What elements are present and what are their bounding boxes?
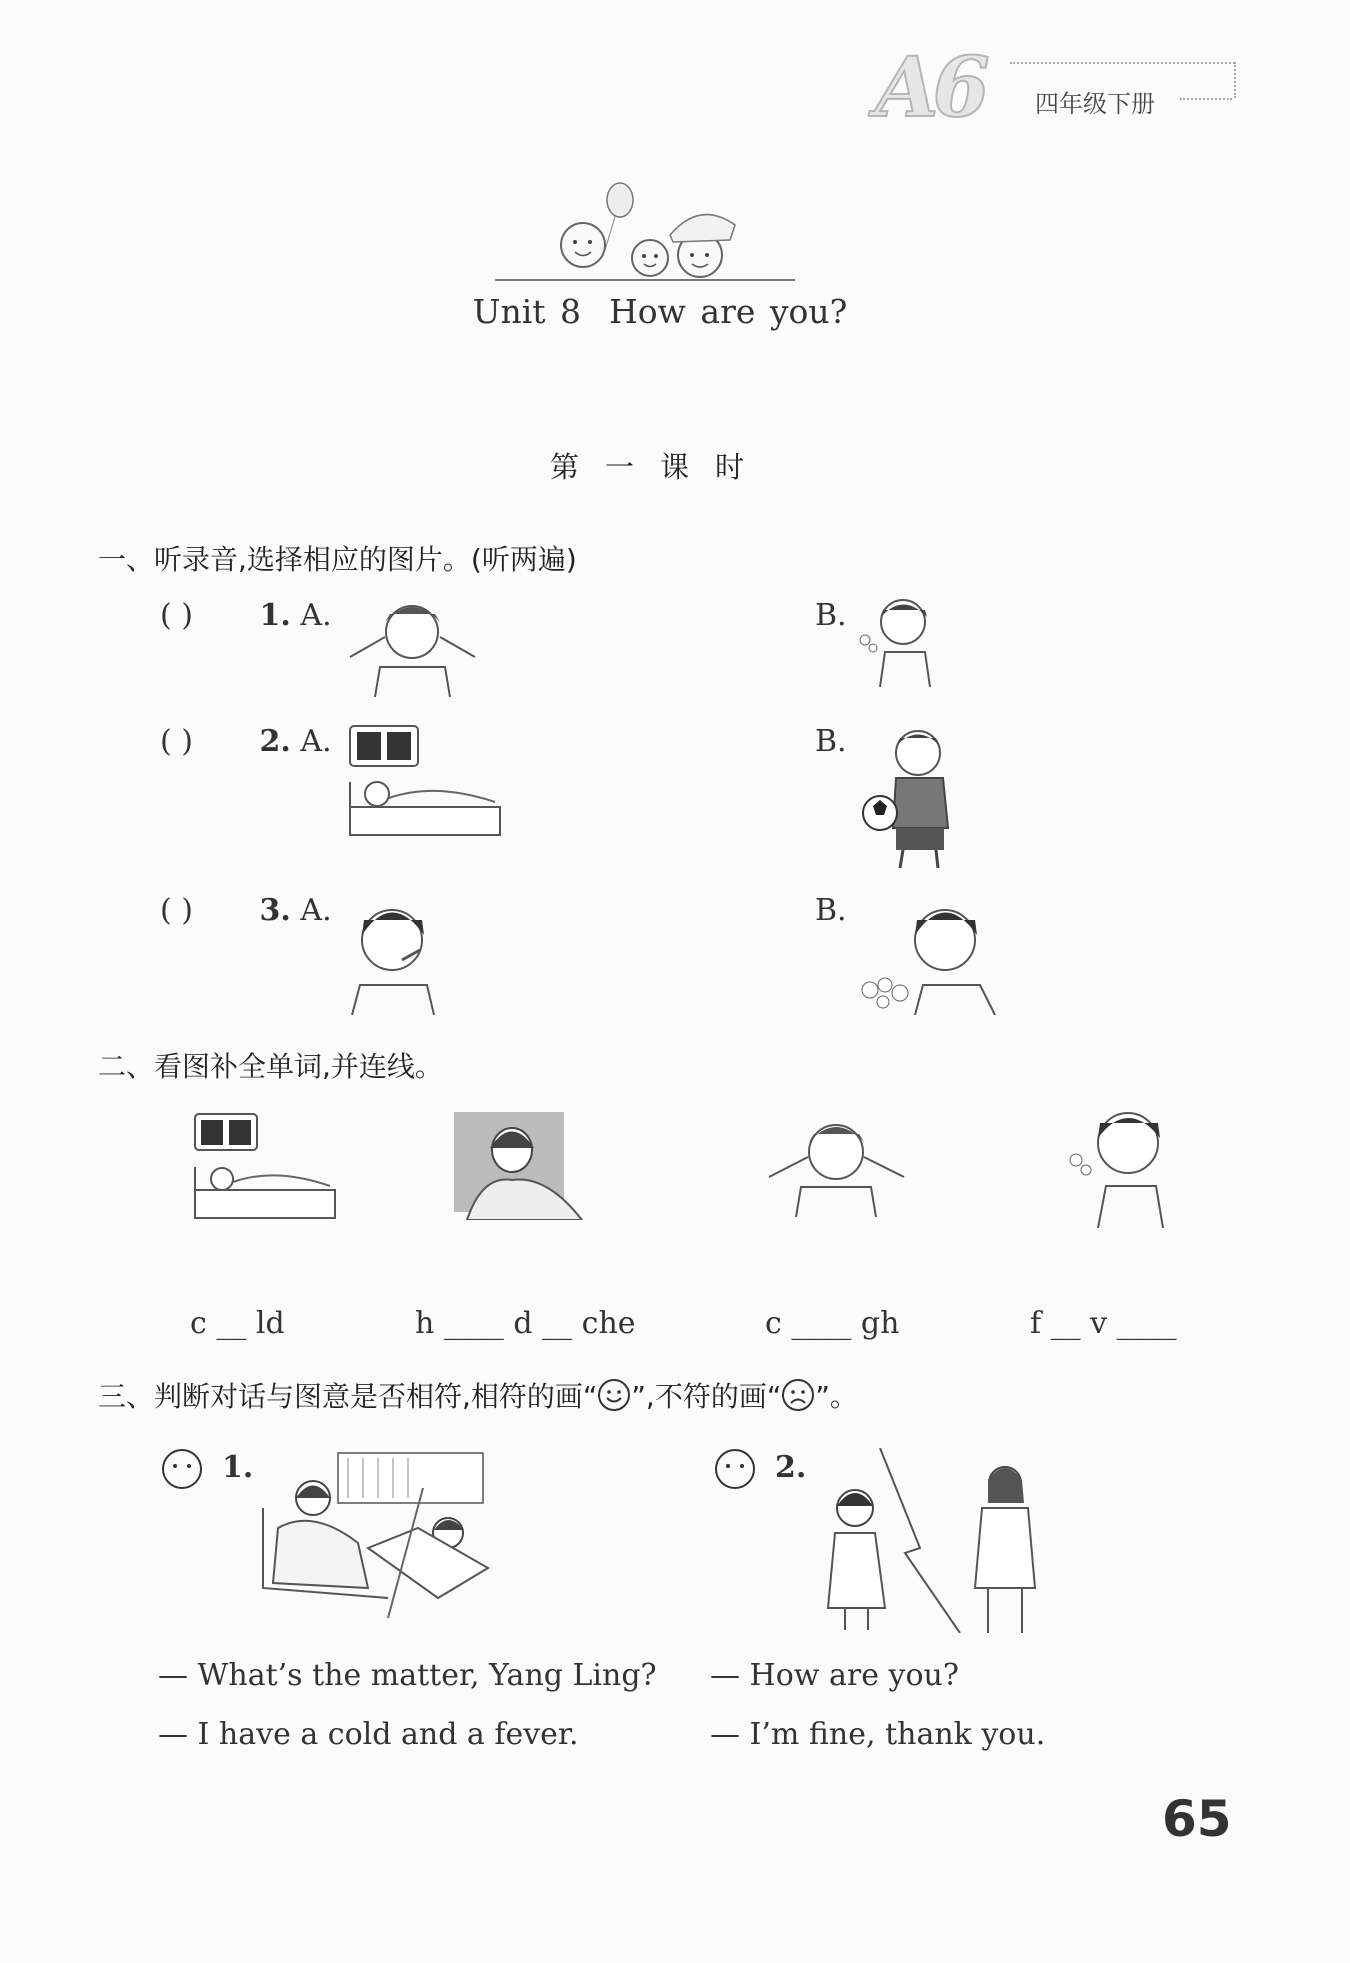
unit-title: [0, 292, 1320, 331]
question-number: 3.: [259, 893, 291, 928]
answer-blank[interactable]: ( ): [160, 598, 193, 633]
book-logo: A6: [875, 40, 984, 136]
sleeping-in-bed-image[interactable]: [345, 722, 505, 842]
page-number: 65: [1162, 1790, 1232, 1848]
lesson-title: 第一课时: [549, 450, 770, 484]
option-b-label: B.: [815, 724, 847, 759]
dialogue-line: — I have a cold and a fever.: [158, 1717, 579, 1752]
option-b-label: B.: [815, 893, 847, 928]
cold-in-bed-image[interactable]: [190, 1112, 340, 1222]
question-1: [160, 598, 332, 633]
word-blank-cold[interactable]: c __ ld: [190, 1306, 285, 1341]
headache-boy-image[interactable]: [345, 592, 480, 697]
question-number: 2.: [259, 724, 291, 759]
section2-heading: 二、看图补全单词,并连线。: [98, 1050, 443, 1083]
sad-face-icon: [781, 1378, 815, 1412]
coughing-boy-image[interactable]: [1068, 1098, 1168, 1228]
headache-boy-image[interactable]: [764, 1112, 909, 1217]
option-a-label: A.: [300, 598, 332, 633]
answer-blank[interactable]: ( ): [160, 724, 193, 759]
option-a-label: A.: [300, 724, 332, 759]
section1-heading: 一、听录音,选择相应的图片。(听两遍): [98, 543, 577, 576]
section3-heading: [98, 1375, 858, 1415]
header-divider: [1010, 62, 1235, 64]
item-number: 2.: [775, 1450, 807, 1485]
header-divider: [1234, 62, 1236, 98]
word-blank-cough[interactable]: c ____ gh: [765, 1306, 900, 1341]
question-2: [160, 724, 332, 759]
question-3: [160, 893, 332, 928]
unit-number: Unit 8: [472, 292, 582, 331]
unit-name: How are you?: [609, 292, 848, 331]
kids-illustration: [495, 180, 795, 290]
word-blank-headache[interactable]: h ____ d __ che: [415, 1306, 636, 1341]
sneezing-boy-image[interactable]: [855, 890, 1000, 1015]
header-divider: [1180, 98, 1232, 100]
section3-heading-part1: 三、判断对话与图意是否相符,相符的画“: [98, 1380, 598, 1413]
option-b-label: B.: [815, 598, 847, 633]
answer-face-icon[interactable]: [713, 1447, 757, 1491]
answer-blank[interactable]: ( ): [160, 893, 193, 928]
question-number: 1.: [259, 598, 291, 633]
toothache-boy-image[interactable]: [342, 890, 442, 1015]
grade-label: 四年级下册: [1035, 90, 1155, 118]
soccer-boy-image[interactable]: [858, 718, 973, 868]
dialogue-line: — I’m fine, thank you.: [710, 1717, 1046, 1752]
dialogue-line: — What’s the matter, Yang Ling?: [158, 1658, 657, 1693]
item-number: 1.: [222, 1450, 254, 1485]
answer-face-icon[interactable]: [160, 1447, 204, 1491]
phone-call-sick-girl-image: [258, 1448, 493, 1618]
dialogue-line: — How are you?: [710, 1658, 959, 1693]
option-a-label: A.: [300, 893, 332, 928]
phone-call-two-people-image: [810, 1448, 1055, 1633]
word-blank-fever[interactable]: f __ v ____: [1030, 1306, 1177, 1341]
section3-heading-part3: ”。: [815, 1380, 858, 1413]
fever-girl-image[interactable]: [452, 1110, 587, 1220]
section3-heading-part2: ”,不符的画“: [631, 1380, 782, 1413]
smile-face-icon: [597, 1378, 631, 1412]
coughing-boy-image[interactable]: [855, 592, 940, 687]
